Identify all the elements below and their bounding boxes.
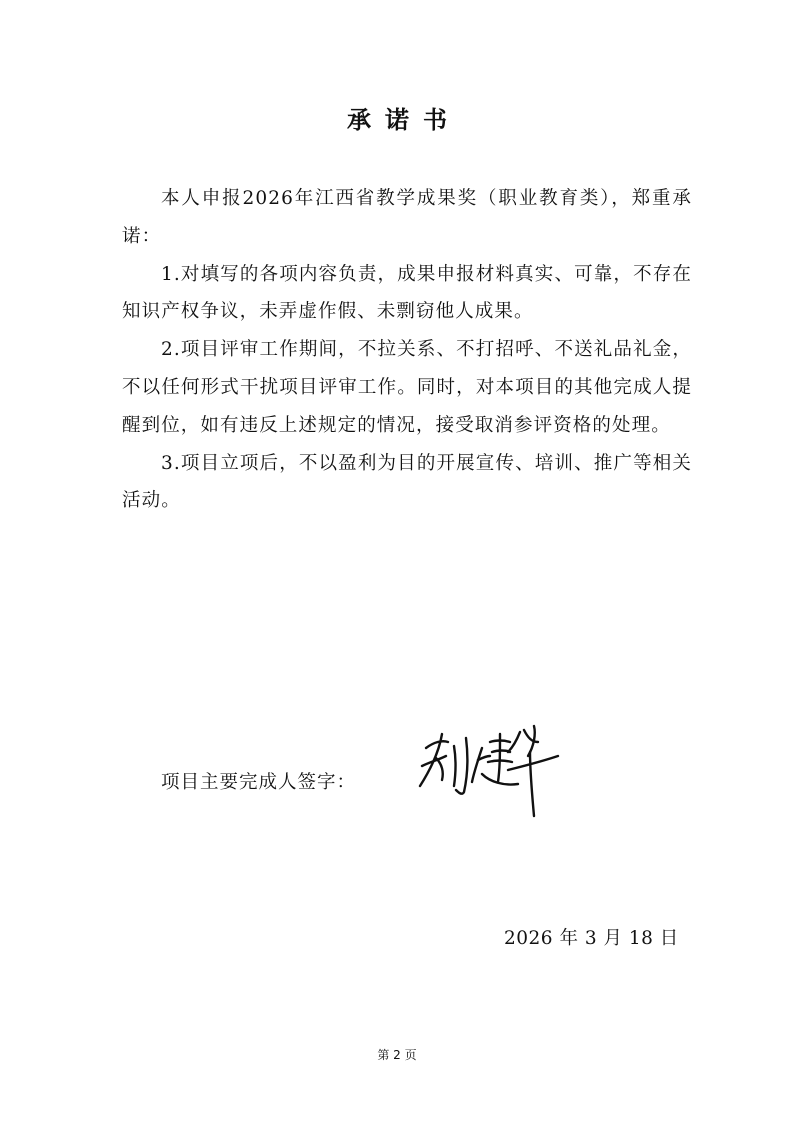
commitment-item-1: 1.对填写的各项内容负责，成果申报材料真实、可靠，不存在知识产权争议，未弄虚作假、未剽窃他人成果。	[122, 263, 692, 323]
handwritten-signature	[412, 712, 562, 822]
document-title: 承诺书	[347, 106, 461, 134]
signature-label: 项目主要完成人签字：	[161, 772, 357, 793]
intro-paragraph: 本人申报2026年江西省教学成果奖（职业教育类），郑重承诺：	[122, 188, 692, 247]
commitment-body	[122, 180, 692, 520]
commitment-item-2: 2.项目评审工作期间，不拉关系、不打招呼、不送礼品礼金，不以任何形式干扰项目评审工作。同时，对本项目的其他完成人提醒到位，如有违反上述规定的情况，接受取消参评资格的处理。	[122, 339, 692, 436]
signing-date: 2026 年 3 月 18 日	[504, 928, 679, 949]
commitment-item-3: 3.项目立项后，不以盈利为目的开展宣传、培训、推广等相关活动。	[122, 452, 692, 512]
page-number: 第 2 页	[377, 1048, 417, 1062]
